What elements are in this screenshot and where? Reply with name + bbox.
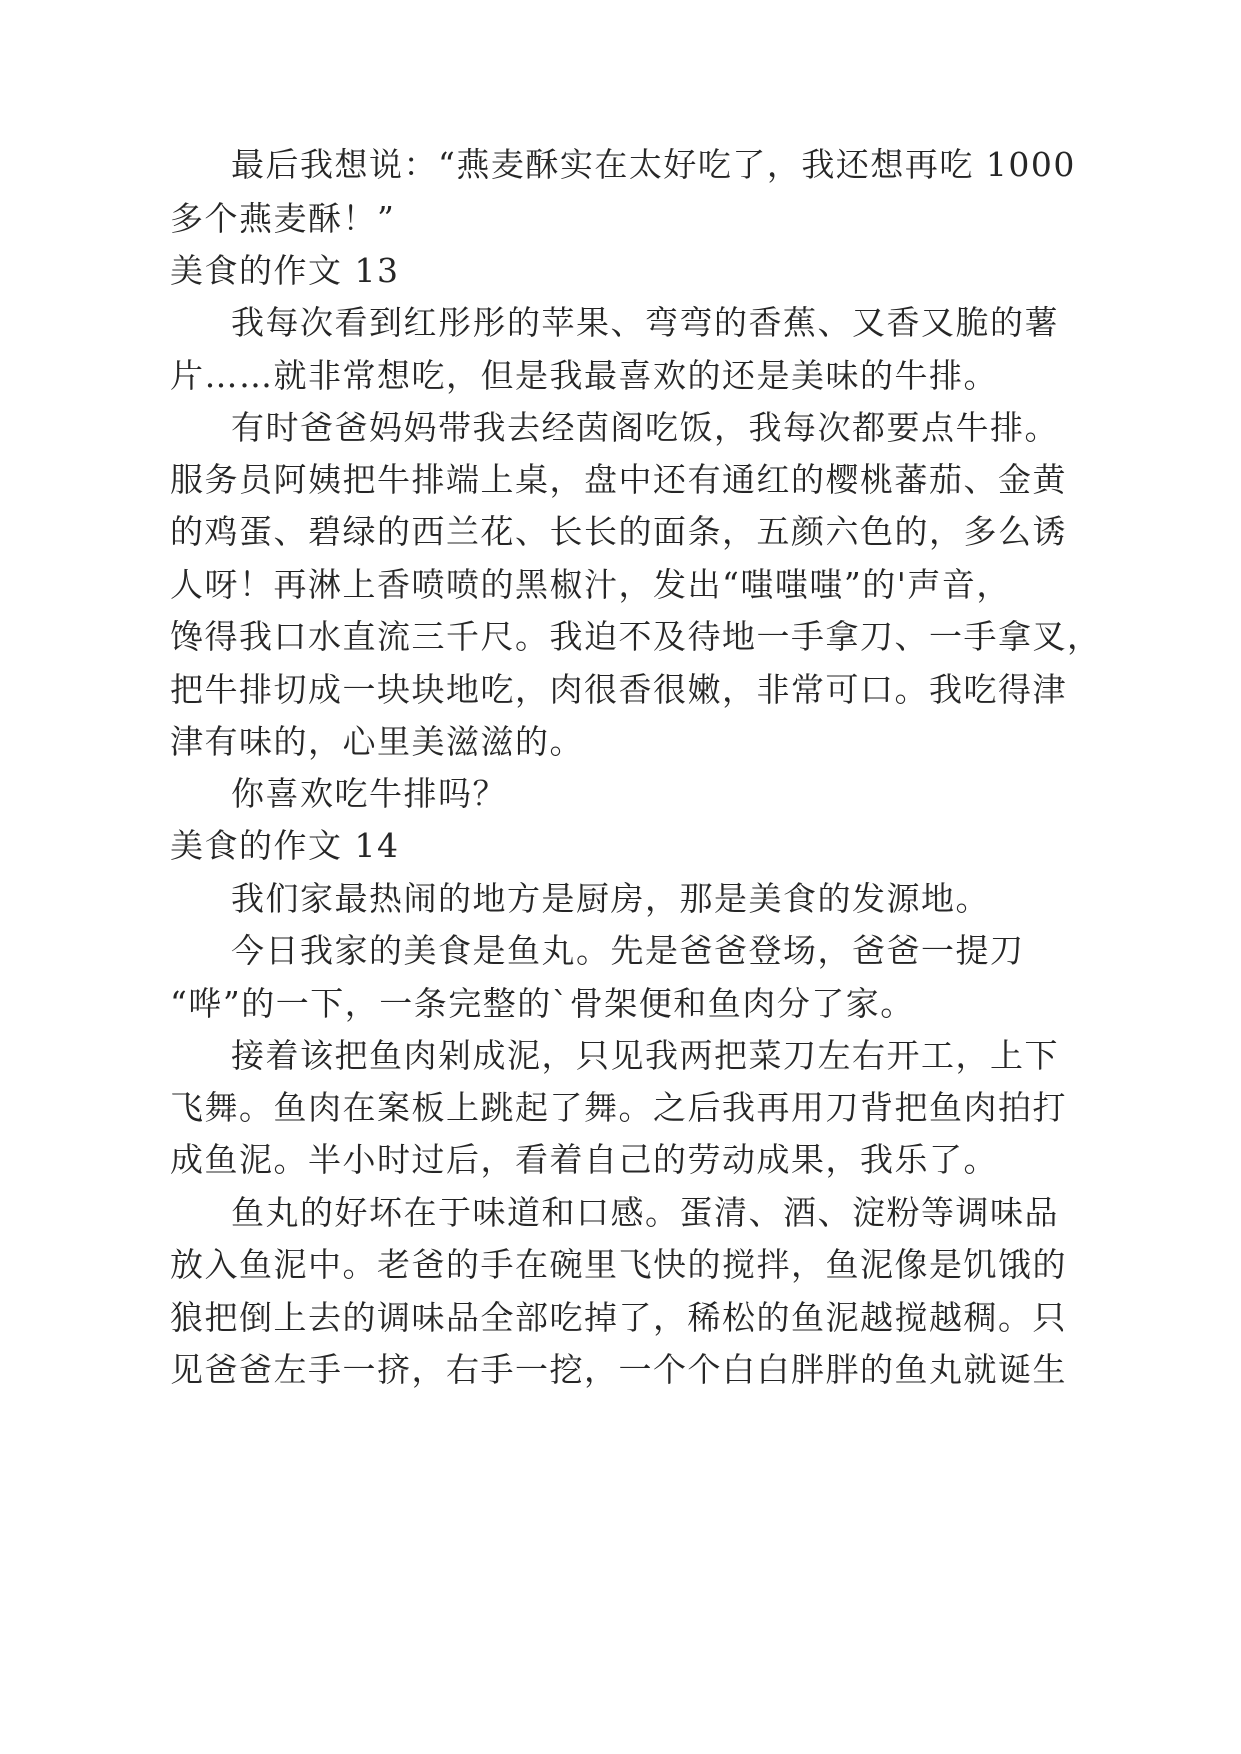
text-line: 的鸡蛋、碧绿的西兰花、长长的面条，五颜六色的，多么诱: [170, 512, 1067, 551]
text-line: 见爸爸左手一挤，右手一挖，一个个白白胖胖的鱼丸就诞生: [170, 1350, 1067, 1389]
text-line: 鱼丸的好坏在于味道和口感。蛋清、酒、淀粉等调味品: [231, 1193, 1059, 1232]
text-line: 有时爸爸妈妈带我去经茵阁吃饭，我每次都要点牛排。: [231, 408, 1059, 447]
text-line: 馋得我口水直流三千尺。我迫不及待地一手拿刀、一手拿叉，: [170, 617, 1102, 656]
text-line: 狼把倒上去的调味品全部吃掉了，稀松的鱼泥越搅越稠。只: [170, 1298, 1067, 1337]
text-line: “哗”的一下，一条完整的`骨架便和鱼肉分了家。: [170, 984, 915, 1023]
text-line: 飞舞。鱼肉在案板上跳起了舞。之后我再用刀背把鱼肉拍打: [170, 1088, 1067, 1127]
text-line: 你喜欢吃牛排吗？: [231, 774, 507, 813]
text-line: 最后我想说：“燕麦酥实在太好吃了，我还想再吃 1000: [231, 145, 1076, 184]
text-line: 多个燕麦酥！”: [170, 199, 396, 238]
text-line: 片……就非常想吃，但是我最喜欢的还是美味的牛排。: [170, 356, 998, 395]
text-line: 放入鱼泥中。老爸的手在碗里飞快的搅拌，鱼泥像是饥饿的: [170, 1245, 1067, 1284]
text-line: 人呀！再淋上香喷喷的黑椒汁，发出“嗤嗤嗤”的'声音，: [170, 565, 1011, 604]
text-line: 把牛排切成一块块地吃，肉很香很嫩，非常可口。我吃得津: [170, 670, 1067, 709]
section-heading: 美食的作文 14: [170, 826, 400, 865]
text-line: 成鱼泥。半小时过后，看着自己的劳动成果，我乐了。: [170, 1140, 998, 1179]
text-line: 我们家最热闹的地方是厨房，那是美食的发源地。: [231, 879, 990, 918]
section-heading: 美食的作文 13: [170, 251, 400, 290]
text-line: 接着该把鱼肉剁成泥，只见我两把菜刀左右开工，上下: [231, 1036, 1059, 1075]
text-line: 我每次看到红彤彤的苹果、弯弯的香蕉、又香又脆的薯: [231, 303, 1059, 342]
text-line: 津有味的，心里美滋滋的。: [170, 722, 584, 761]
text-line: 今日我家的美食是鱼丸。先是爸爸登场，爸爸一提刀: [231, 931, 1025, 970]
text-line: 服务员阿姨把牛排端上桌，盘中还有通红的樱桃蕃茄、金黄: [170, 460, 1067, 499]
